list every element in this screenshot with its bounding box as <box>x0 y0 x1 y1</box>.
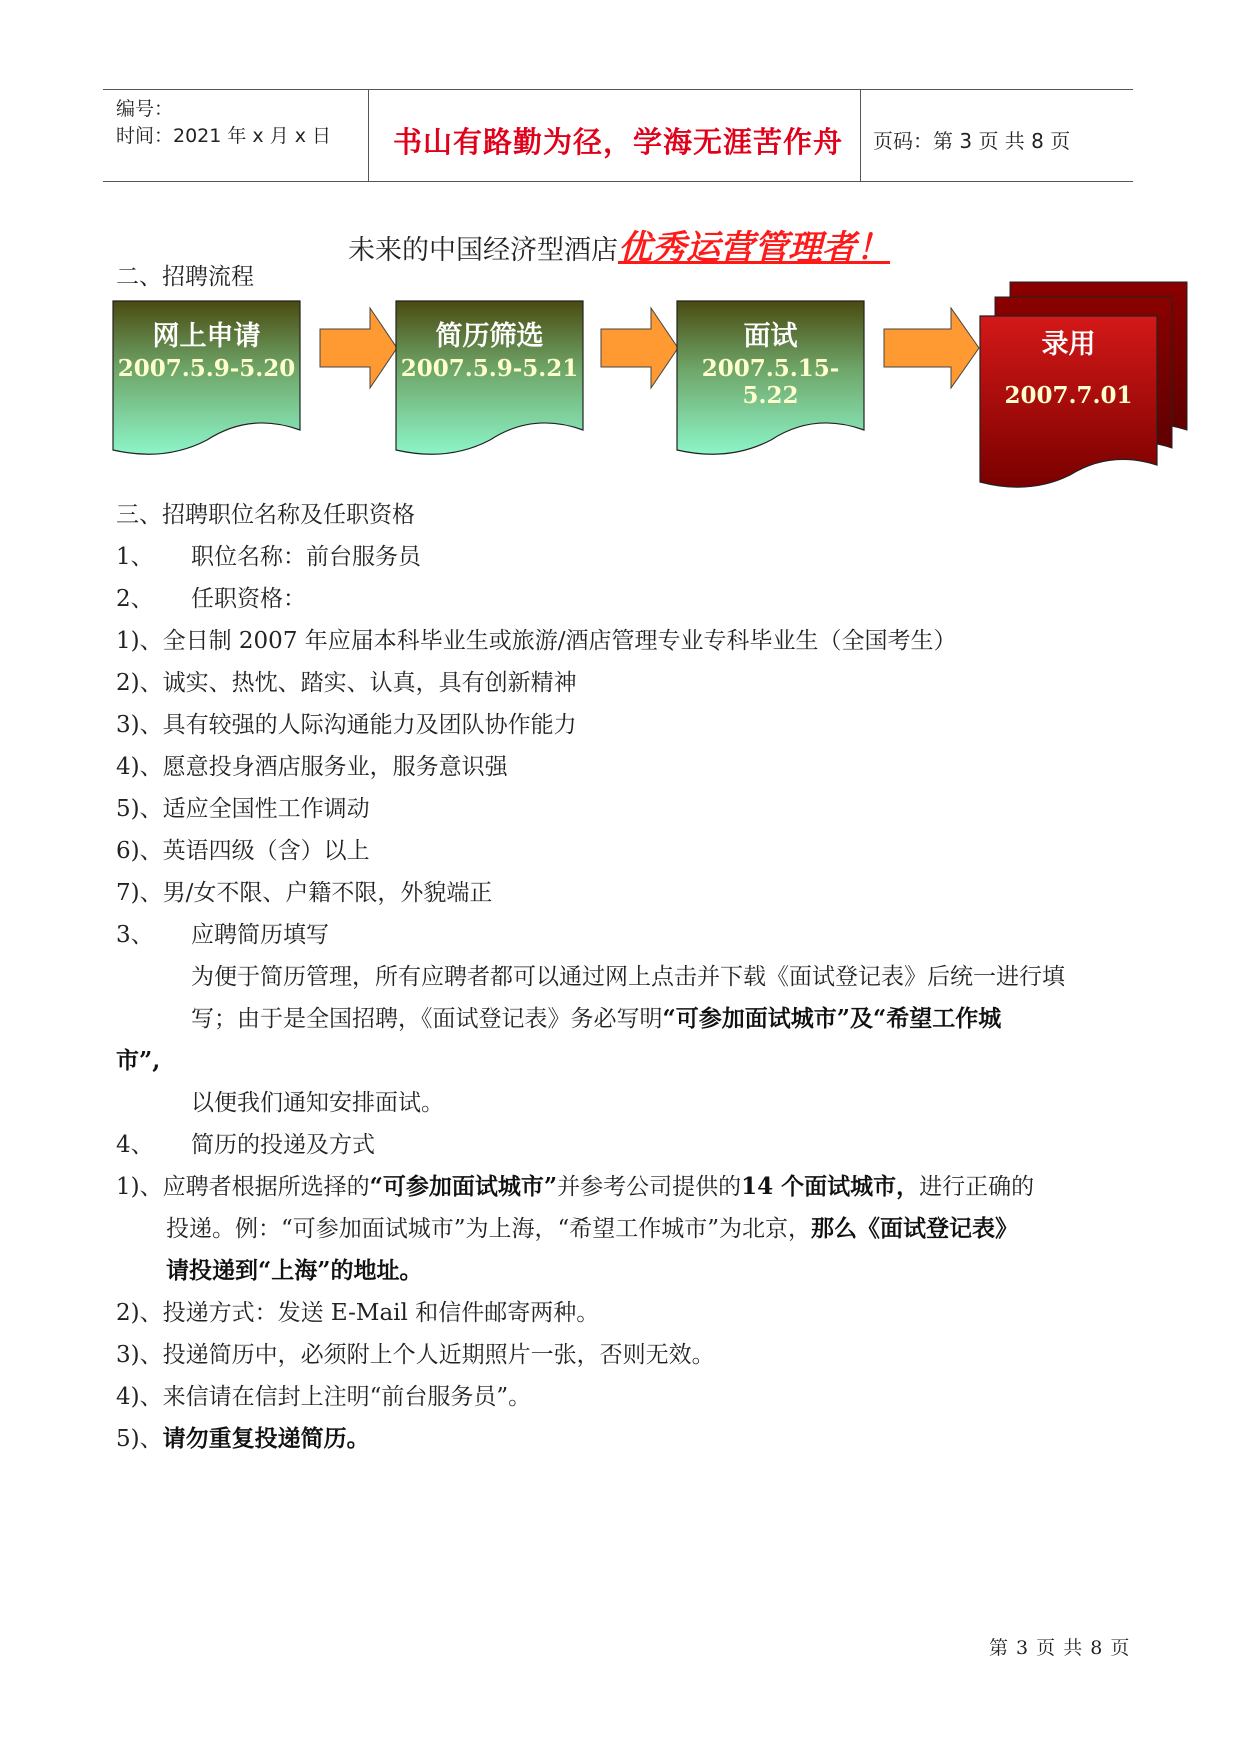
flow-step-1-label: 网上申请 <box>152 321 261 352</box>
item-3-num: 3、 <box>116 922 154 948</box>
header-motto: 书山有路勤为径，学海无涯苦作舟 <box>393 125 844 159</box>
delivery-1-part-c: 并参考公司提供的 <box>557 1174 742 1200</box>
header-number-label: 编号： <box>116 98 174 120</box>
page-title-emphasis: 优秀运营管理者！ <box>618 228 890 268</box>
recruitment-flowchart <box>0 0 1241 500</box>
delivery-1-part-b: “可参加面试城市” <box>369 1173 558 1200</box>
delivery-5 <box>116 1424 370 1454</box>
delivery-1-line-2 <box>166 1214 1018 1244</box>
qualification-1: 1)、全日制 2007 年应届本科毕业生或旅游/酒店管理专业专科毕业生（全国考生） <box>116 628 957 654</box>
flow-step-2-label: 简历筛选 <box>435 321 544 352</box>
item-3-paragraph-line-3 <box>116 1046 160 1076</box>
flow-step-2-date: 2007.5.9-5.21 <box>400 355 579 382</box>
delivery-1-part-g: 那么《面试登记表》 <box>811 1215 1019 1242</box>
header-time-label: 时间：2021 年 x 月 x 日 <box>116 125 332 147</box>
delivery-4: 4)、来信请在信封上注明“前台服务员”。 <box>116 1384 532 1410</box>
item-2-num: 2、 <box>116 586 154 612</box>
delivery-5-num: 5)、 <box>116 1426 163 1452</box>
flow-arrow-1 <box>320 308 397 388</box>
delivery-1-part-d: 14 个面试城市， <box>741 1173 920 1200</box>
item-3-paragraph-line-4: 以便我们通知安排面试。 <box>191 1090 444 1116</box>
flow-step-3-date: 2007.5.15-5.22 <box>701 355 840 409</box>
qualification-6: 6)、英语四级（含）以上 <box>116 838 370 864</box>
delivery-1-part-h: 请投递到“上海”的地址。 <box>166 1257 423 1284</box>
item-3-paragraph-line-2 <box>191 1004 1001 1034</box>
delivery-1-part-a: 1)、应聘者根据所选择的 <box>116 1174 370 1200</box>
item-1-text: 职位名称：前台服务员 <box>191 544 421 570</box>
section-3-heading: 三、招聘职位名称及任职资格 <box>116 502 415 528</box>
item-3-text: 应聘简历填写 <box>191 922 329 948</box>
flow-arrow-3 <box>884 308 979 388</box>
page-title-prefix: 未来的中国经济型酒店 <box>348 235 618 266</box>
delivery-5-bold: 请勿重复投递简历。 <box>162 1425 370 1452</box>
item-1-num: 1、 <box>116 544 154 570</box>
page-footer: 第 3 页 共 8 页 <box>989 1637 1131 1659</box>
flow-step-4-date: 2007.7.01 <box>1004 382 1133 409</box>
delivery-3: 3)、投递简历中，必须附上个人近期照片一张，否则无效。 <box>116 1342 715 1368</box>
delivery-1-part-e: 进行正确的 <box>919 1174 1035 1200</box>
flow-arrow-2 <box>601 308 678 388</box>
qualification-5: 5)、适应全国性工作调动 <box>116 796 370 822</box>
delivery-1-line-3 <box>166 1256 422 1286</box>
item-3-paragraph-line-1: 为便于简历管理，所有应聘者都可以通过网上点击并下载《面试登记表》后统一进行填 <box>191 964 1065 990</box>
item-3-line-2-text: 写；由于是全国招聘，《面试登记表》务必写明 <box>191 1006 663 1032</box>
flow-step-4-label: 录用 <box>1041 329 1096 360</box>
item-2-text: 任职资格： <box>191 586 306 612</box>
delivery-1-line-1 <box>116 1172 1034 1202</box>
qualification-2: 2)、诚实、热忱、踏实、认真，具有创新精神 <box>116 670 577 696</box>
header-page-info: 页码：第 3 页 共 8 页 <box>873 129 1071 153</box>
item-4-num: 4、 <box>116 1132 154 1158</box>
item-3-line-3-bold: 市”, <box>116 1047 161 1074</box>
item-4-text: 简历的投递及方式 <box>191 1132 375 1158</box>
section-2-heading: 二、招聘流程 <box>116 264 254 290</box>
qualification-4: 4)、愿意投身酒店服务业，服务意识强 <box>116 754 508 780</box>
flow-step-3-label: 面试 <box>743 321 798 352</box>
delivery-1-part-f: 投递。例：“可参加面试城市”为上海，“希望工作城市”为北京， <box>166 1216 812 1242</box>
item-3-line-2-bold: “可参加面试城市”及“希望工作城 <box>662 1005 1002 1032</box>
delivery-2: 2)、投递方式：发送 E-Mail 和信件邮寄两种。 <box>116 1300 600 1326</box>
flow-step-1-date: 2007.5.9-5.20 <box>117 355 296 382</box>
qualification-3: 3)、具有较强的人际沟通能力及团队协作能力 <box>116 712 577 738</box>
qualification-7: 7)、男/女不限、户籍不限，外貌端正 <box>116 880 493 906</box>
